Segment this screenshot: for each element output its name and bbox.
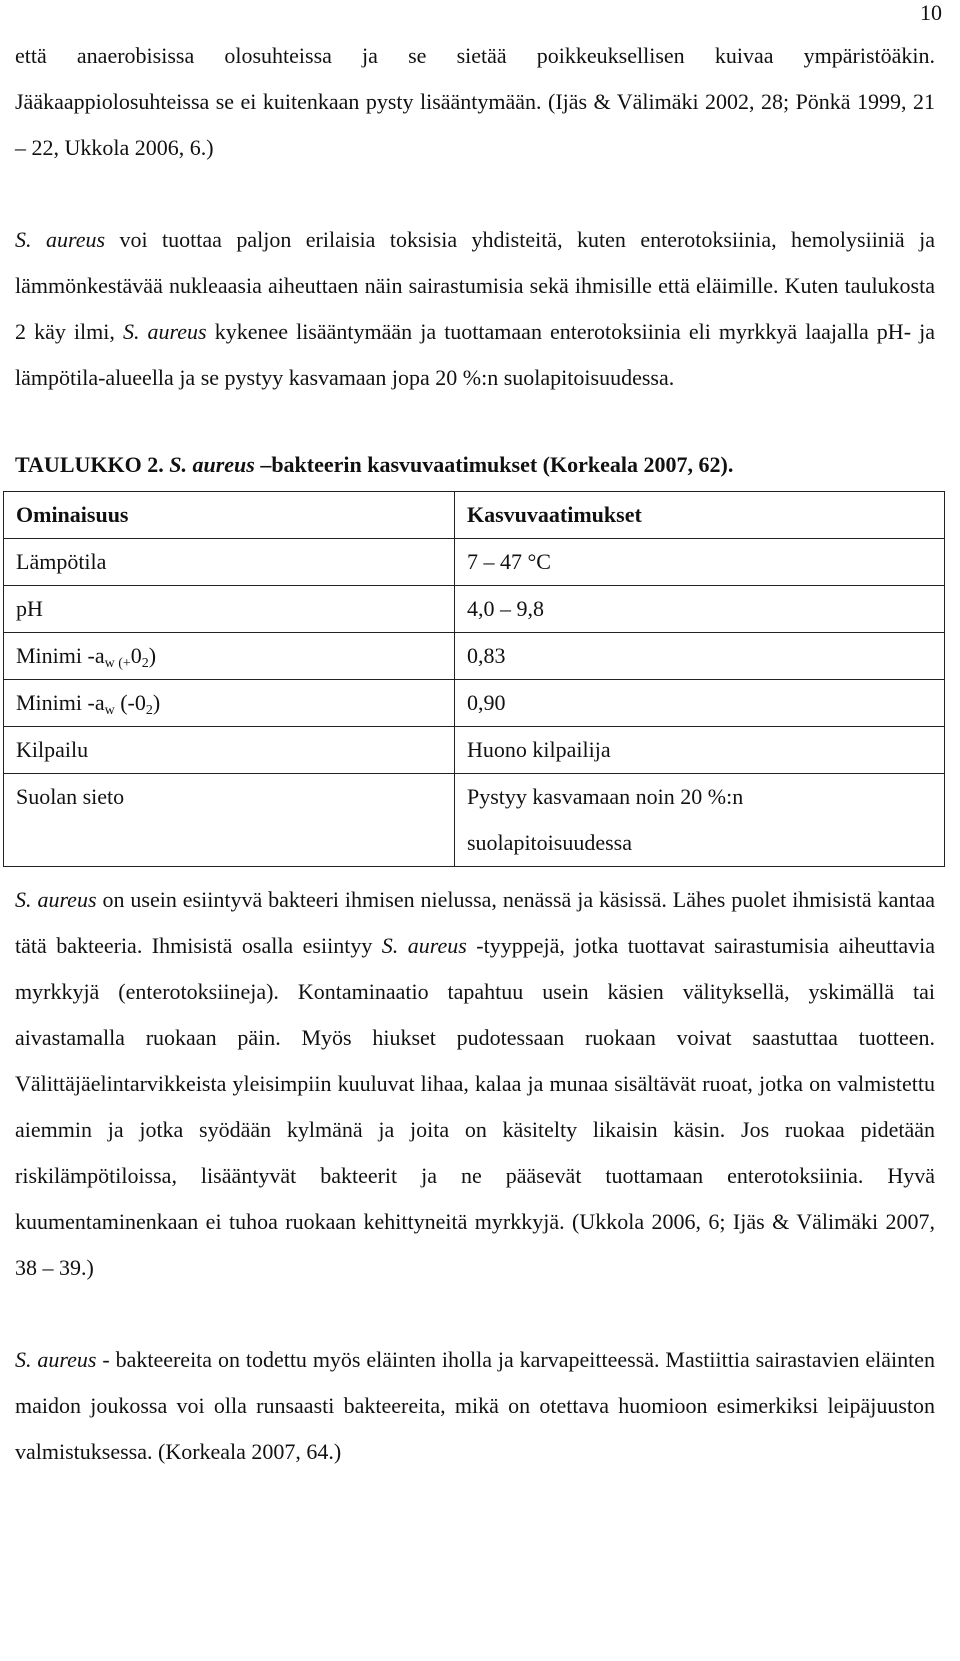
intro-paragraph: että anaerobisissa olosuhteissa ja se sietää poikkeuksellisen kuivaa ympäristöäkin. Jääkaappiolosuhteissa se ei kuitenkaan pysty lisääntymään. (Ijäs & Välimäki 2002, 28; Pönkä 1999, 21 – 22, Ukkola 2006, 6.) [15, 43, 935, 160]
property-text: Minimi -a [16, 643, 105, 668]
row-property [4, 633, 455, 680]
species-name: S. aureus [15, 887, 97, 912]
row-property: Kilpailu [4, 727, 455, 774]
row-property: Suolan sieto [4, 774, 455, 867]
row-value: 0,83 [455, 633, 945, 680]
property-text: ) [148, 643, 157, 668]
species-name: S. aureus [15, 1347, 97, 1372]
paragraph-text: on usein esiintyvä bakteeri ihmisen nielussa, nenässä ja käsissä. Lähes puolet ihmisistä kantaa tätä bakteeria. Ihmisistä osalla esiintyy [15, 887, 935, 958]
row-property [4, 680, 455, 727]
property-text: Minimi -a [16, 690, 105, 715]
table-row [4, 586, 945, 633]
toxins-paragraph [15, 217, 935, 401]
header-property: Ominaisuus [4, 492, 455, 539]
row-value: 4,0 – 9,8 [455, 586, 945, 633]
table-row [4, 680, 945, 727]
caption-species: S. aureus [169, 452, 255, 477]
subscript: w (+ [104, 656, 131, 671]
property-text: ) [152, 690, 161, 715]
paragraph-text: - bakteereita on todettu myös eläinten iholla ja karvapeitteessä. Mastiittia sairastavien eläinten maidon joukossa voi olla runsaasti bakteereita, mikä on otettava huomioon esimerkiksi leipäjuuston valmistuksessa. (Korkeala 2007, 64.) [15, 1347, 936, 1464]
property-text: (-0 [114, 690, 146, 715]
row-property: pH [4, 586, 455, 633]
growth-requirements-table [3, 491, 945, 867]
species-name: S. aureus [381, 933, 467, 958]
row-value: 7 – 47 °C [455, 539, 945, 586]
table-row [4, 539, 945, 586]
table-header-row [4, 492, 945, 539]
header-requirements: Kasvuvaatimukset [455, 492, 945, 539]
animals-paragraph [15, 1337, 935, 1475]
occurrence-paragraph [15, 877, 935, 1291]
subscript: 2 [141, 656, 149, 671]
property-text: 0 [130, 643, 142, 668]
table-row [4, 633, 945, 680]
row-property: Lämpötila [4, 539, 455, 586]
species-name: S. aureus [122, 319, 207, 344]
page-number: 10 [920, 0, 942, 25]
caption-title: –bakteerin kasvuvaatimukset (Korkeala 2007, 62). [254, 452, 734, 477]
table-row [4, 774, 945, 867]
table-caption [15, 447, 935, 483]
document-body [15, 33, 935, 1475]
caption-label: TAULUKKO 2. [15, 452, 170, 477]
row-value: Pystyy kasvamaan noin 20 %:n suolapitoisuudessa [455, 774, 945, 867]
row-value: 0,90 [455, 680, 945, 727]
subscript: w [104, 703, 115, 718]
row-value: Huono kilpailija [455, 727, 945, 774]
table-row [4, 727, 945, 774]
paragraph-text: voi tuottaa paljon erilaisia toksisia yhdisteitä, kuten enterotoksiinia, hemolysiiniä ja lämmönkestävää nukleaasia aiheuttaen näin sairastumisia sekä ihmisille että eläimille. Kuten taulukosta 2 käy ilmi, [15, 227, 936, 344]
species-name: S. aureus [15, 227, 106, 252]
paragraph-text: -tyyppejä, jotka tuottavat sairastumisia aiheuttavia myrkkyjä (enterotoksiineja). Kontaminaatio tapahtuu usein käsien välityksellä, yskimällä tai aivastamalla ruokaan päin. Myös hiukset pudotessaan ruokaan voivat saastuttaa tuotteen. Välittäjäelintarvikkeista yleisimpiin kuuluvat lihaa, kalaa ja munaa sisältävät ruoat, jotka on valmistettu aiemmin ja jotka syödään kylmänä ja joita on käsitelty likaisin käsin. Jos ruokaa pidetään riskilämpötiloissa, lisääntyvät bakteerit ja ne pääsevät tuottamaan enterotoksiinia. Hyvä kuumentaminenkaan ei tuhoa ruokaan kehittyneitä myrkkyjä. (Ukkola 2006, 6; Ijäs & Välimäki 2007, 38 – 39.) [15, 933, 935, 1280]
paragraph-text: kykenee lisääntymään ja tuottamaan enterotoksiinia eli myrkkyä laajalla pH- ja lämpötila-alueella ja se pystyy kasvamaan jopa 20 %:n suolapitoisuudessa. [15, 319, 935, 390]
subscript: 2 [145, 703, 153, 718]
